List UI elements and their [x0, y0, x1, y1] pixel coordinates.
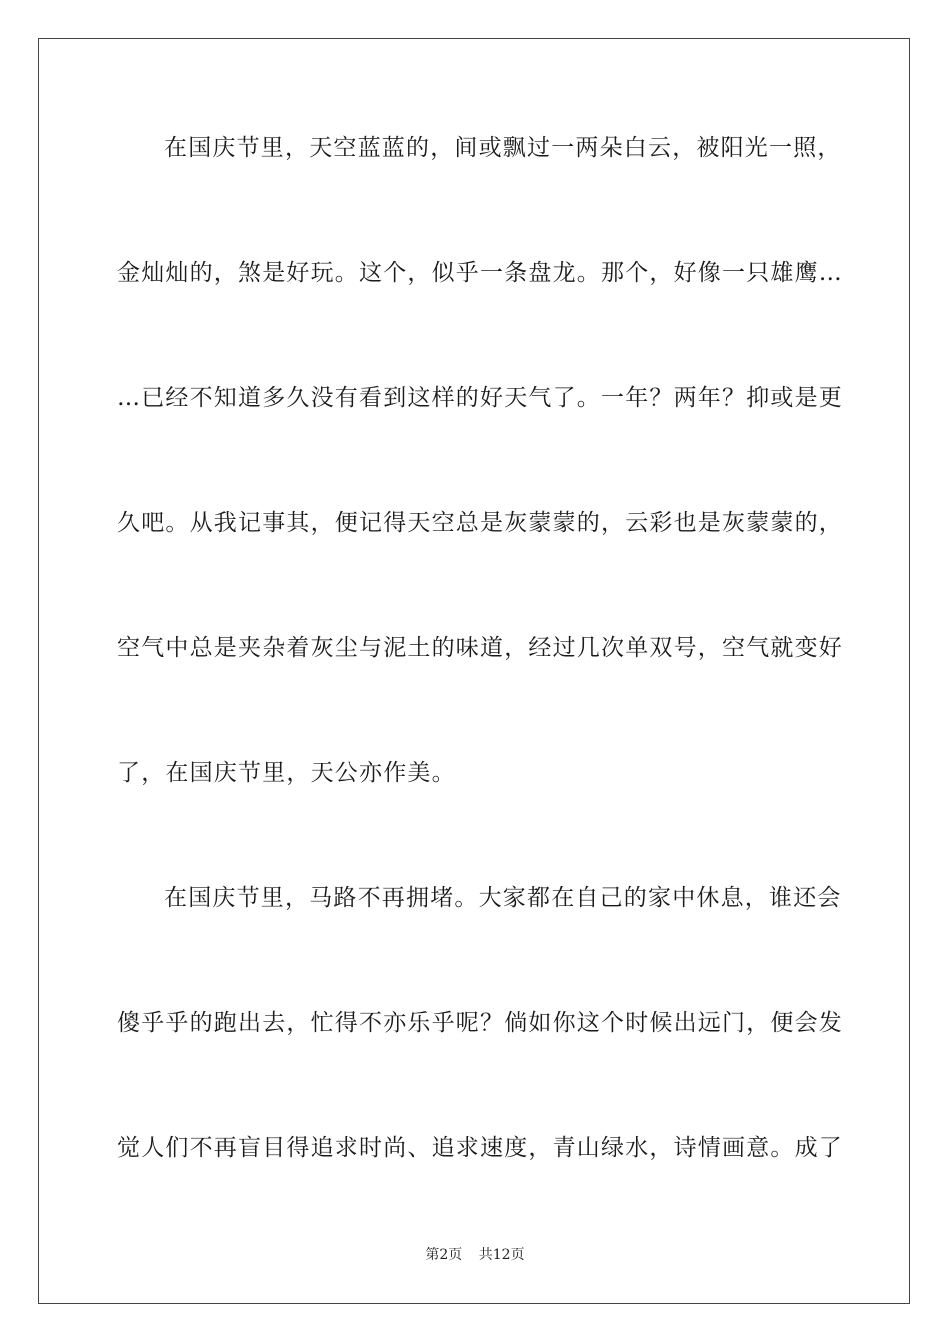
paragraph-1-line-1: 在国庆节里，天空蓝蓝的，间或飘过一两朵白云，被阳光一照， — [164, 135, 842, 161]
paragraph-2-line-1: 在国庆节里，马路不再拥堵。大家都在自己的家中休息，谁还会 — [164, 885, 842, 911]
page-footer — [0, 1246, 950, 1264]
page-border — [38, 38, 910, 1304]
page-number: 第2页 — [425, 1247, 463, 1263]
paragraph-1-line-5: 空气中总是夹杂着灰尘与泥土的味道，经过几次单双号，空气就变好 — [117, 635, 843, 661]
paragraph-1-line-6: 了，在国庆节里，天公亦作美。 — [117, 760, 456, 786]
paragraph-1-line-3: …已经不知道多久没有看到这样的好天气了。一年？两年？抑或是更 — [117, 385, 843, 411]
paragraph-1-line-4: 久吧。从我记事其，便记得天空总是灰蒙蒙的，云彩也是灰蒙蒙的， — [117, 510, 843, 536]
paragraph-2-line-3: 觉人们不再盲目得追求时尚、追求速度，青山绿水，诗情画意。成了 — [117, 1135, 843, 1161]
page-total: 共12页 — [478, 1247, 525, 1263]
paragraph-2-line-2: 傻乎乎的跑出去，忙得不亦乐乎呢？倘如你这个时候出远门，便会发 — [117, 1010, 843, 1036]
paragraph-1-line-2: 金灿灿的，煞是好玩。这个，似乎一条盘龙。那个，好像一只雄鹰… — [117, 260, 843, 286]
